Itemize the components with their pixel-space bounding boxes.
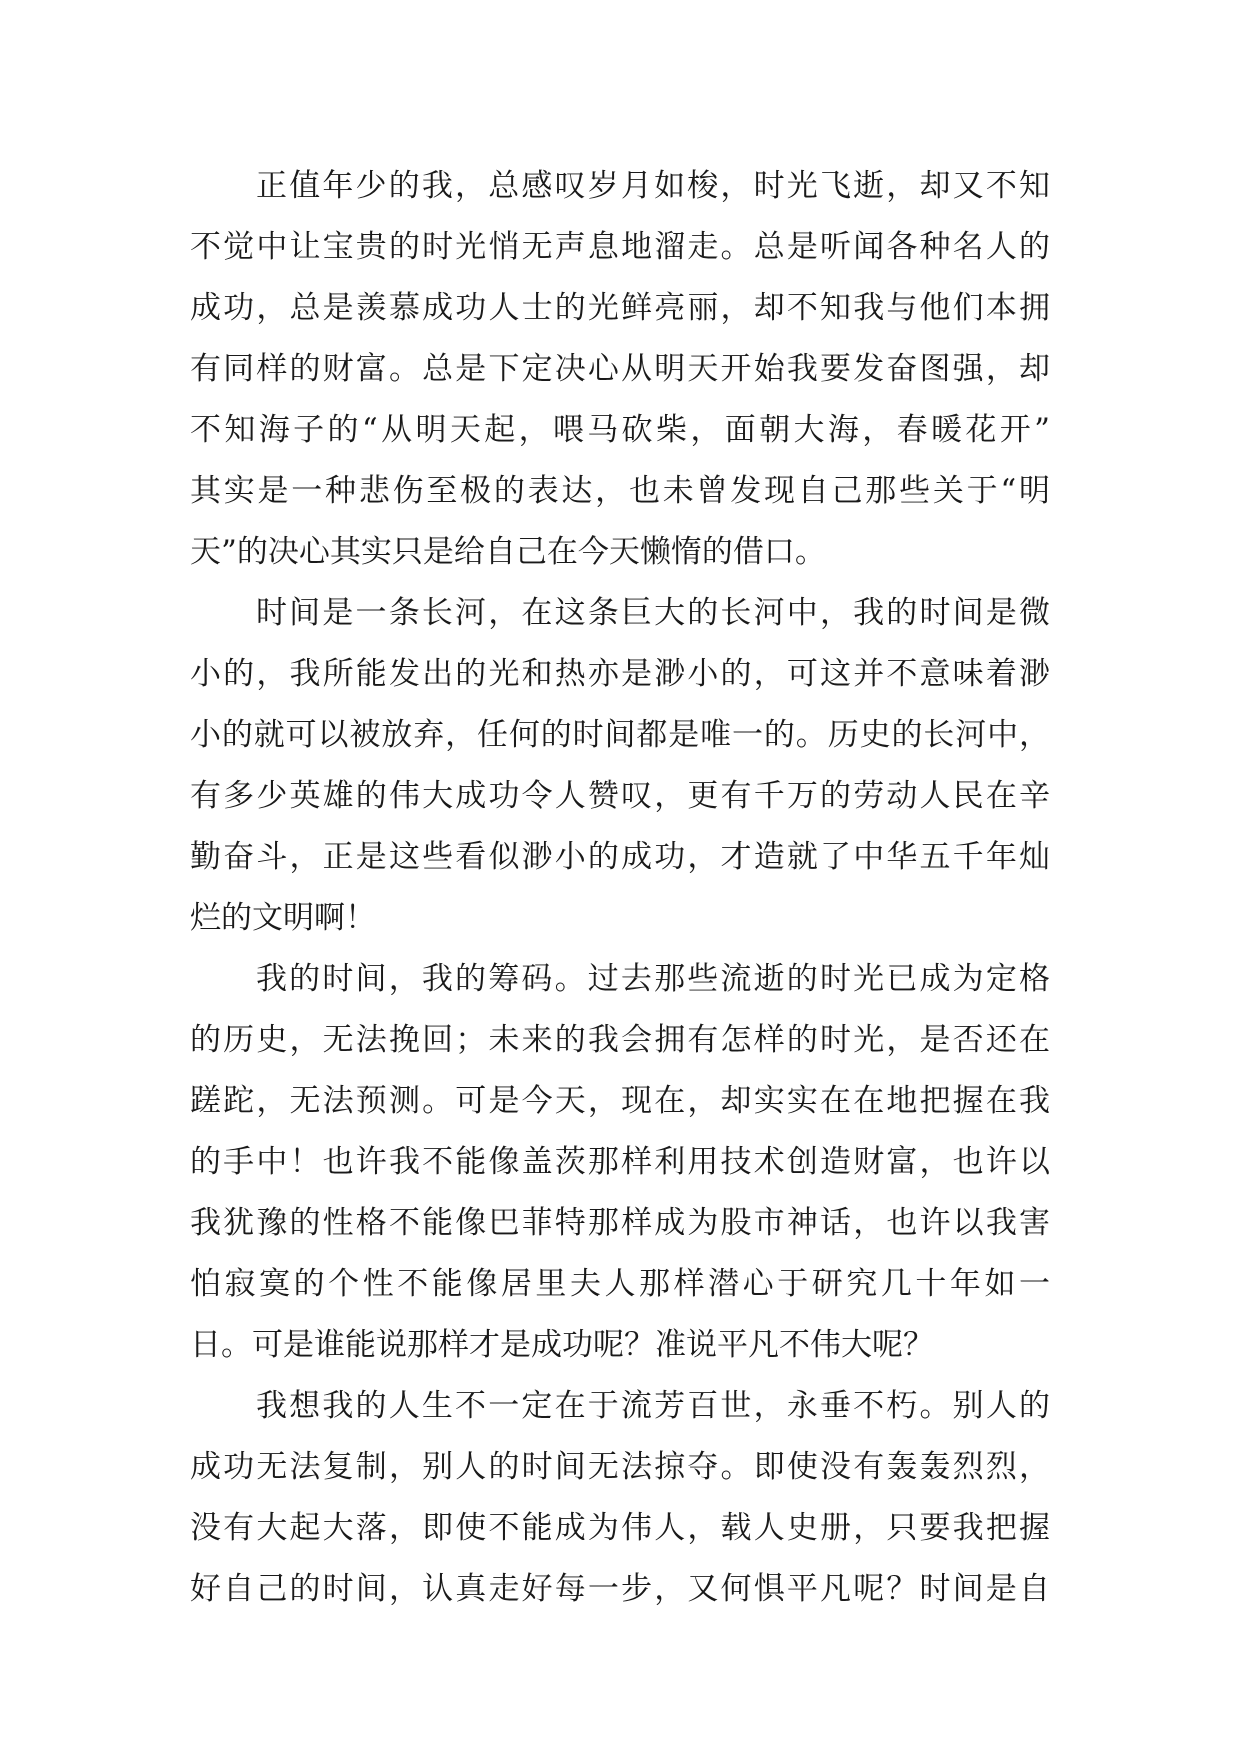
text-line: 烂的文明啊！ bbox=[190, 900, 376, 936]
text-line: 我犹豫的性格不能像巴菲特那样成为股市神话，也许以我害 bbox=[190, 1205, 1050, 1241]
text-line: 成功无法复制，别人的时间无法掠夺。即使没有轰轰烈烈， bbox=[190, 1449, 1050, 1485]
text-line: 天”的决心其实只是给自己在今天懒惰的借口。 bbox=[190, 534, 826, 570]
text-line: 成功，总是羡慕成功人士的光鲜亮丽，却不知我与他们本拥 bbox=[190, 290, 1050, 326]
text-line: 勤奋斗，正是这些看似渺小的成功，才造就了中华五千年灿 bbox=[190, 839, 1050, 875]
text-line: 小的就可以被放弃，任何的时间都是唯一的。历史的长河中， bbox=[190, 717, 1050, 753]
text-line: 有同样的财富。总是下定决心从明天开始我要发奋图强，却 bbox=[190, 351, 1050, 387]
text-line: 怕寂寞的个性不能像居里夫人那样潜心于研究几十年如一 bbox=[190, 1266, 1050, 1302]
text-line: 有多少英雄的伟大成功令人赞叹，更有千万的劳动人民在辛 bbox=[190, 778, 1050, 814]
text-line: 正值年少的我，总感叹岁月如梭，时光飞逝，却又不知 bbox=[256, 168, 1050, 204]
text-line: 我的时间，我的筹码。过去那些流逝的时光已成为定格 bbox=[256, 961, 1050, 997]
paragraph-2 bbox=[190, 583, 1050, 949]
text-line: 时间是一条长河，在这条巨大的长河中，我的时间是微 bbox=[256, 595, 1050, 631]
paragraph-3 bbox=[190, 949, 1050, 1376]
document-body bbox=[190, 156, 1050, 1620]
text-line: 不知海子的“从明天起，喂马砍柴，面朝大海，春暖花开” bbox=[190, 412, 1050, 448]
paragraph-1 bbox=[190, 156, 1050, 583]
text-line: 好自己的时间，认真走好每一步，又何惧平凡呢？时间是自 bbox=[190, 1571, 1050, 1607]
text-line: 没有大起大落，即使不能成为伟人，载人史册，只要我把握 bbox=[190, 1510, 1050, 1546]
text-line: 我想我的人生不一定在于流芳百世，永垂不朽。别人的 bbox=[256, 1388, 1050, 1424]
text-line: 日。可是谁能说那样才是成功呢？准说平凡不伟大呢？ bbox=[190, 1327, 934, 1363]
text-line: 的历史，无法挽回；未来的我会拥有怎样的时光，是否还在 bbox=[190, 1022, 1050, 1058]
text-line: 蹉跎，无法预测。可是今天，现在，却实实在在地把握在我 bbox=[190, 1083, 1050, 1119]
text-line: 其实是一种悲伤至极的表达，也未曾发现自己那些关于“明 bbox=[190, 473, 1050, 509]
text-line: 的手中！也许我不能像盖茨那样利用技术创造财富，也许以 bbox=[190, 1144, 1050, 1180]
text-line: 小的，我所能发出的光和热亦是渺小的，可这并不意味着渺 bbox=[190, 656, 1050, 692]
paragraph-4 bbox=[190, 1376, 1050, 1620]
text-line: 不觉中让宝贵的时光悄无声息地溜走。总是听闻各种名人的 bbox=[190, 229, 1050, 265]
